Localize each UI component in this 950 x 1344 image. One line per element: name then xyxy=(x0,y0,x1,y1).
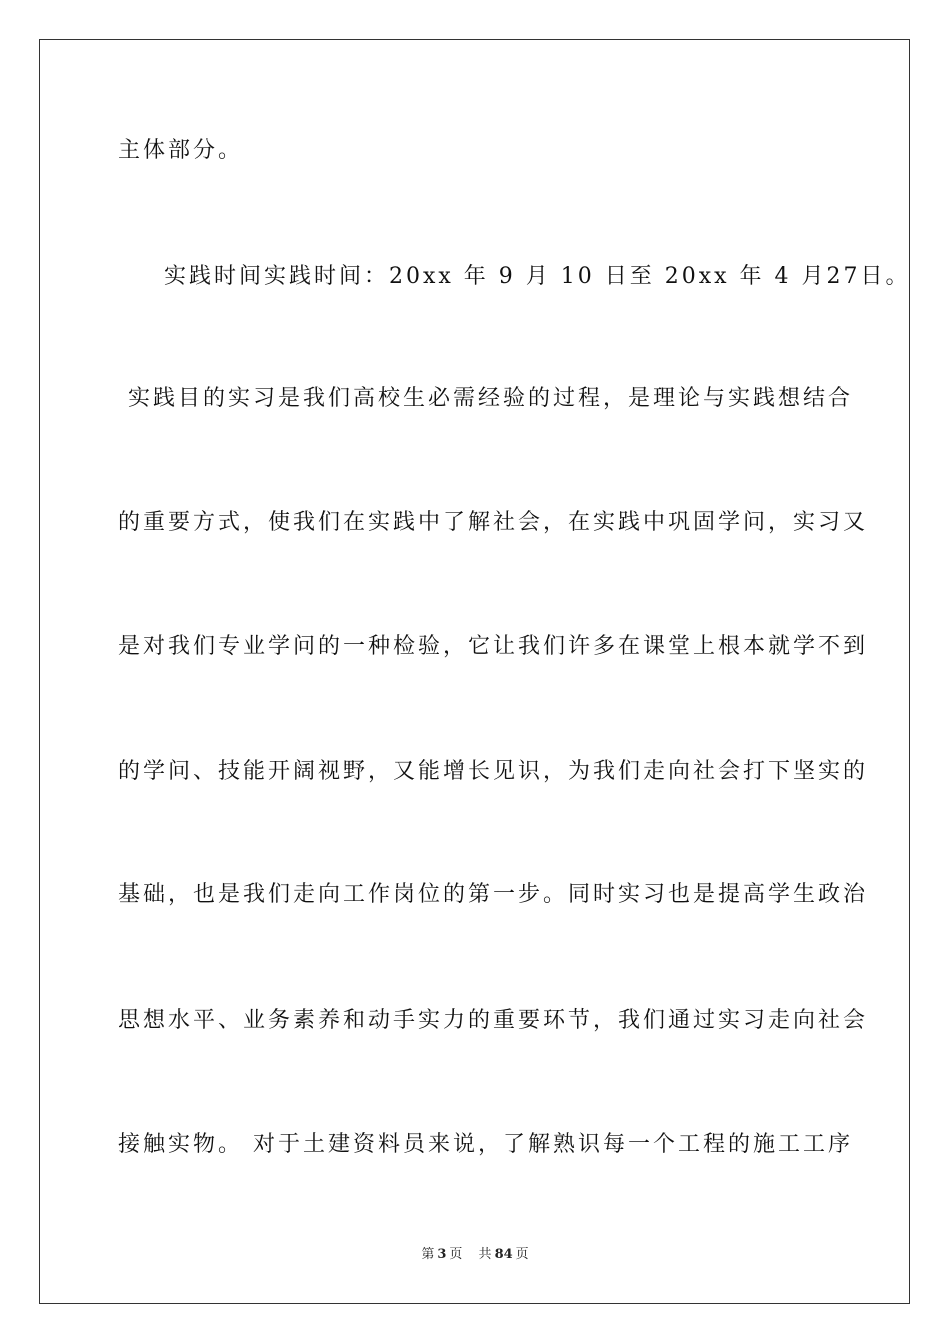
text-line-9: 接触实物。 对于土建资料员来说，了解熟识每一个工程的施工工序 xyxy=(118,1132,853,1157)
text-line-7: 基础，也是我们走向工作岗位的第一步。同时实习也是提高学生政治 xyxy=(118,882,869,907)
total-indicator xyxy=(476,1247,532,1262)
text-line-1: 主体部分。 xyxy=(118,138,244,163)
page-number: 3 xyxy=(437,1247,447,1262)
text-line-8: 思想水平、业务素养和动手实力的重要环节，我们通过实习走向社会 xyxy=(118,1008,869,1033)
text-line-3: 实践目的实习是我们高校生必需经验的过程，是理论与实践想结合 xyxy=(128,386,854,411)
page-frame xyxy=(39,39,910,1304)
page-footer xyxy=(0,1246,950,1264)
page-suffix: 页 xyxy=(449,1247,463,1262)
total-suffix: 页 xyxy=(515,1247,529,1262)
total-pages: 84 xyxy=(494,1247,513,1262)
page-indicator xyxy=(418,1247,465,1262)
text-line-5: 是对我们专业学问的一种检验，它让我们许多在课堂上根本就学不到 xyxy=(118,634,869,659)
text-line-4: 的重要方式，使我们在实践中了解社会，在实践中巩固学问，实习又 xyxy=(118,510,869,535)
text-line-6: 的学问、技能开阔视野，又能增长见识，为我们走向社会打下坚实的 xyxy=(118,759,869,784)
text-line-2: 实践时间实践时间：20xx 年 9 月 10 日至 20xx 年 4 月27日。 xyxy=(164,264,911,289)
page-prefix: 第 xyxy=(421,1247,435,1262)
total-prefix: 共 xyxy=(478,1247,492,1262)
